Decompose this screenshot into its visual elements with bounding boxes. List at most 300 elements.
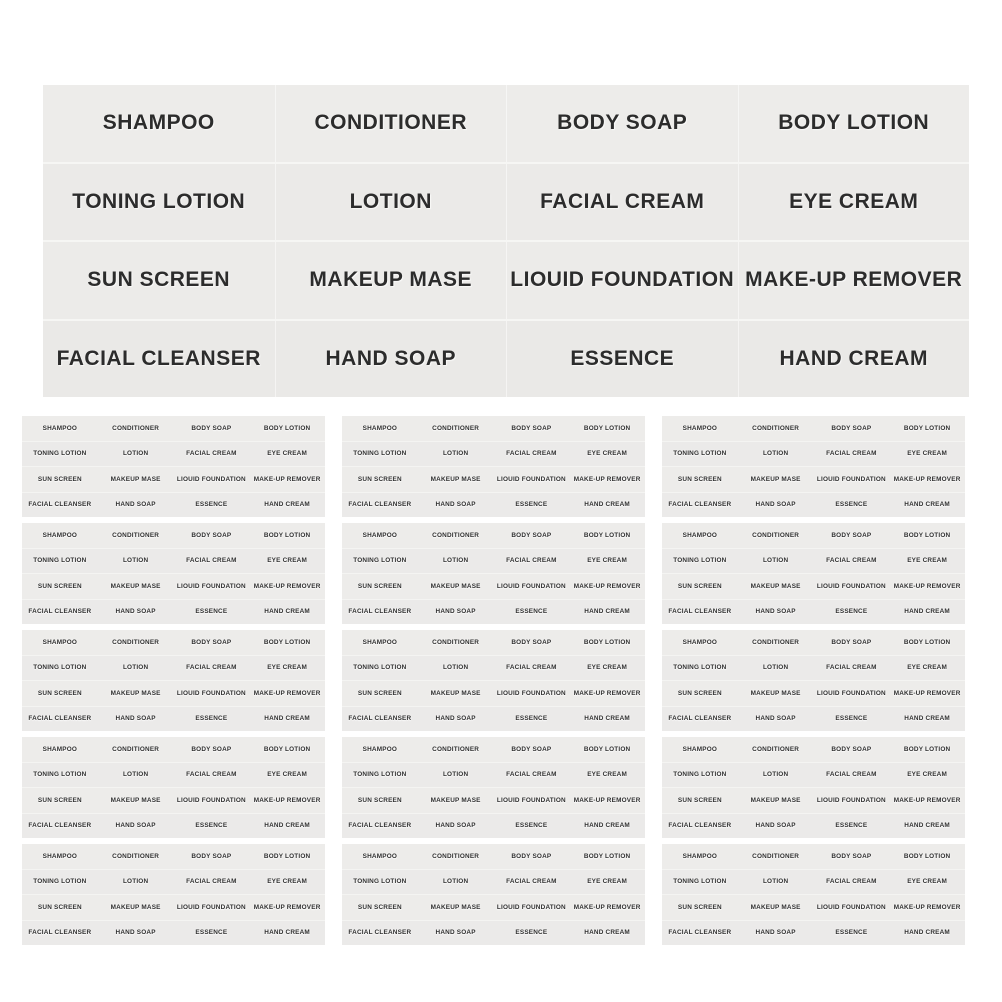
- sticker-label: BODY SOAP: [831, 852, 872, 860]
- sticker-label: BODY LOTION: [903, 424, 951, 432]
- sticker-label: FACIAL CREAM: [826, 557, 877, 565]
- sticker-row: [342, 737, 645, 762]
- sticker-label: SUN SCREEN: [37, 582, 82, 590]
- sticker-label: FACIAL CLEANSER: [28, 501, 92, 509]
- sticker-label: SHAMPOO: [42, 745, 78, 753]
- sticker-row: [43, 321, 969, 398]
- sticker-label: ESSENCE: [506, 321, 738, 398]
- sticker-label: BODY LOTION: [738, 85, 970, 162]
- sticker-label: SHAMPOO: [42, 638, 78, 646]
- sticker-row: [342, 523, 645, 548]
- sticker-row: [662, 416, 965, 441]
- sticker-row: [342, 921, 645, 946]
- sticker-label: CONDITIONER: [432, 852, 480, 860]
- sticker-label: TONING LOTION: [673, 878, 727, 886]
- sticker-label: BODY LOTION: [583, 531, 631, 539]
- sticker-row: [22, 681, 325, 706]
- sticker-label: CONDITIONER: [432, 638, 480, 646]
- sticker-row: [43, 85, 969, 162]
- sticker-label: BODY LOTION: [263, 424, 311, 432]
- sticker-label: FACIAL CREAM: [186, 771, 237, 779]
- sticker-label: HAND CREAM: [584, 929, 630, 937]
- sticker-label: SUN SCREEN: [357, 475, 402, 483]
- sticker-label: EYE CREAM: [907, 771, 948, 779]
- sticker-label: HAND CREAM: [584, 608, 630, 616]
- sticker-label: FACIAL CREAM: [826, 878, 877, 886]
- sticker-label: MAKEUP MASE: [750, 475, 801, 483]
- sticker-row: [342, 870, 645, 895]
- sticker-label: LIOUID FOUNDATION: [506, 242, 738, 319]
- sticker-label: ESSENCE: [195, 608, 228, 616]
- sticker-label: LOTION: [442, 450, 469, 458]
- sticker-row: [662, 600, 965, 625]
- sticker-label: HAND SOAP: [435, 715, 476, 723]
- sticker-label: TONING LOTION: [673, 450, 727, 458]
- sticker-label: EYE CREAM: [587, 450, 628, 458]
- sticker-row: [662, 737, 965, 762]
- sticker-row: [43, 164, 969, 241]
- sticker-label: MAKE-UP REMOVER: [893, 689, 961, 697]
- sticker-row: [662, 442, 965, 467]
- sticker-label: LOTION: [762, 557, 789, 565]
- sticker-row: [22, 416, 325, 441]
- sticker-label: TONING LOTION: [673, 557, 727, 565]
- sticker-row: [22, 600, 325, 625]
- sticker-label: EYE CREAM: [267, 878, 308, 886]
- sticker-label: HAND CREAM: [904, 715, 950, 723]
- sticker-label: FACIAL CREAM: [506, 557, 557, 565]
- sticker-label: ESSENCE: [515, 715, 548, 723]
- sticker-label: MAKEUP MASE: [750, 582, 801, 590]
- sticker-label: FACIAL CLEANSER: [56, 346, 261, 370]
- sticker-label: LOTION: [275, 164, 507, 241]
- sticker-label: ESSENCE: [515, 608, 548, 616]
- sticker-row: [22, 707, 325, 732]
- sticker-label: TONING LOTION: [673, 664, 727, 672]
- sticker-label: MAKE-UP REMOVER: [893, 582, 961, 590]
- label-sheet-mini: [22, 737, 325, 838]
- sticker-label: HAND SOAP: [435, 822, 476, 830]
- sticker-label: CONDITIONER: [112, 638, 160, 646]
- sticker-row: [22, 656, 325, 681]
- sticker-label: ESSENCE: [195, 929, 228, 937]
- sticker-label: TONING LOTION: [353, 771, 407, 779]
- sticker-row: [342, 416, 645, 441]
- sticker-label: BODY LOTION: [903, 745, 951, 753]
- label-sheet-mini: [342, 630, 645, 731]
- sticker-label: HAND CREAM: [264, 715, 310, 723]
- sticker-label: LOTION: [762, 450, 789, 458]
- sticker-label: MAKE-UP REMOVER: [893, 796, 961, 804]
- sticker-row: [22, 467, 325, 492]
- sticker-label: SHAMPOO: [682, 424, 718, 432]
- sticker-label: LIOUID FOUNDATION: [176, 903, 246, 911]
- sticker-label: LIOUID FOUNDATION: [496, 689, 566, 697]
- sticker-label: SUN SCREEN: [677, 689, 722, 697]
- sticker-row: [662, 814, 965, 839]
- sticker-label: ESSENCE: [195, 501, 228, 509]
- sticker-label: SUN SCREEN: [357, 582, 402, 590]
- sticker-label: FACIAL CLEANSER: [28, 608, 92, 616]
- sticker-label: EYE CREAM: [907, 450, 948, 458]
- sticker-label: FACIAL CREAM: [186, 664, 237, 672]
- sticker-label: EYE CREAM: [587, 771, 628, 779]
- sticker-label: CONDITIONER: [752, 424, 800, 432]
- sticker-label: EYE CREAM: [267, 450, 308, 458]
- sticker-label: FACIAL CREAM: [826, 664, 877, 672]
- sticker-label: TONING LOTION: [33, 771, 87, 779]
- sticker-label: LIOUID FOUNDATION: [816, 475, 886, 483]
- sticker-label: SHAMPOO: [362, 638, 398, 646]
- sticker-row: [662, 707, 965, 732]
- sticker-label: MAKEUP MASE: [430, 796, 481, 804]
- sticker-label: LOTION: [122, 878, 149, 886]
- sticker-row: [22, 737, 325, 762]
- sticker-label: HAND SOAP: [435, 501, 476, 509]
- sticker-label: MAKEUP MASE: [750, 903, 801, 911]
- sticker-label: SHAMPOO: [362, 424, 398, 432]
- sticker-row: [22, 549, 325, 574]
- sticker-row: [22, 814, 325, 839]
- sticker-row: [662, 870, 965, 895]
- sticker-row: [342, 630, 645, 655]
- sticker-label: EYE CREAM: [587, 878, 628, 886]
- sticker-label: BODY LOTION: [583, 852, 631, 860]
- sticker-label: BODY LOTION: [583, 638, 631, 646]
- sticker-label: CONDITIONER: [752, 638, 800, 646]
- sticker-label: LIOUID FOUNDATION: [496, 796, 566, 804]
- label-sheet-mini: [22, 416, 325, 517]
- label-sheet-mini: [342, 523, 645, 624]
- sticker-row: [22, 574, 325, 599]
- sticker-label: LIOUID FOUNDATION: [176, 689, 246, 697]
- sticker-label: SUN SCREEN: [37, 903, 82, 911]
- sticker-label: HAND SOAP: [115, 822, 156, 830]
- sticker-label: BODY SOAP: [191, 745, 232, 753]
- sticker-label: BODY SOAP: [511, 852, 552, 860]
- sticker-label: LOTION: [442, 664, 469, 672]
- sticker-row: [342, 442, 645, 467]
- sticker-label: HAND SOAP: [755, 822, 796, 830]
- sticker-label: HAND SOAP: [755, 608, 796, 616]
- sticker-label: LOTION: [122, 664, 149, 672]
- sticker-label: ESSENCE: [195, 822, 228, 830]
- sticker-label: CONDITIONER: [432, 745, 480, 753]
- sticker-label: HAND SOAP: [755, 929, 796, 937]
- label-sheet-mini: [342, 416, 645, 517]
- sticker-row: [342, 681, 645, 706]
- sticker-label: CONDITIONER: [752, 745, 800, 753]
- sticker-label: BODY SOAP: [511, 531, 552, 539]
- sticker-label: HAND CREAM: [264, 822, 310, 830]
- sticker-label: BODY LOTION: [903, 638, 951, 646]
- sticker-label: SUN SCREEN: [37, 689, 82, 697]
- sticker-label: SHAMPOO: [42, 852, 78, 860]
- sticker-label: HAND CREAM: [738, 321, 970, 398]
- sticker-label: BODY LOTION: [263, 638, 311, 646]
- sticker-label: CONDITIONER: [275, 85, 507, 162]
- sticker-label: FACIAL CLEANSER: [668, 501, 732, 509]
- sticker-label: TONING LOTION: [673, 771, 727, 779]
- sticker-label: SHAMPOO: [682, 852, 718, 860]
- sticker-label: BODY LOTION: [583, 424, 631, 432]
- sticker-label: BODY LOTION: [583, 745, 631, 753]
- sticker-row: [662, 844, 965, 869]
- sticker-label: LIOUID FOUNDATION: [176, 475, 246, 483]
- sticker-label: MAKE-UP REMOVER: [253, 689, 321, 697]
- sticker-label: MAKEUP MASE: [750, 796, 801, 804]
- sticker-label: FACIAL CLEANSER: [28, 822, 92, 830]
- sticker-label: MAKE-UP REMOVER: [573, 796, 641, 804]
- sticker-label: SUN SCREEN: [87, 268, 231, 292]
- sticker-label: MAKEUP MASE: [430, 903, 481, 911]
- sticker-label: BODY SOAP: [831, 638, 872, 646]
- sticker-label: HAND CREAM: [584, 501, 630, 509]
- sticker-label: HAND SOAP: [275, 321, 507, 398]
- sticker-label: BODY LOTION: [263, 852, 311, 860]
- sticker-row: [342, 467, 645, 492]
- sticker-label: HAND SOAP: [435, 929, 476, 937]
- sticker-label: MAKE-UP REMOVER: [253, 796, 321, 804]
- sticker-label: LIOUID FOUNDATION: [496, 903, 566, 911]
- sticker-label: HAND CREAM: [904, 822, 950, 830]
- sticker-label: LOTION: [442, 557, 469, 565]
- sticker-label: HAND SOAP: [115, 715, 156, 723]
- sticker-label: ESSENCE: [195, 715, 228, 723]
- sticker-label: ESSENCE: [835, 929, 868, 937]
- sticker-row: [342, 844, 645, 869]
- sticker-row: [43, 242, 969, 319]
- sticker-label: FACIAL CREAM: [506, 450, 557, 458]
- sticker-label: HAND CREAM: [264, 608, 310, 616]
- label-sheet-large: [43, 85, 969, 397]
- sticker-row: [662, 788, 965, 813]
- sticker-row: [342, 656, 645, 681]
- sticker-row: [22, 763, 325, 788]
- sticker-label: FACIAL CLEANSER: [668, 608, 732, 616]
- sticker-label: MAKEUP MASE: [430, 582, 481, 590]
- sticker-label: MAKE-UP REMOVER: [253, 903, 321, 911]
- sticker-label: FACIAL CREAM: [186, 557, 237, 565]
- sticker-label: BODY LOTION: [263, 531, 311, 539]
- sticker-label: EYE CREAM: [267, 771, 308, 779]
- label-sheet-mini: [662, 844, 965, 945]
- sticker-row: [342, 788, 645, 813]
- sticker-label: SHAMPOO: [682, 531, 718, 539]
- sticker-label: BODY LOTION: [903, 852, 951, 860]
- sticker-row: [662, 523, 965, 548]
- sticker-label: HAND SOAP: [755, 715, 796, 723]
- sticker-label: FACIAL CLEANSER: [348, 501, 412, 509]
- sticker-label: EYE CREAM: [587, 664, 628, 672]
- sticker-label: HAND CREAM: [584, 715, 630, 723]
- sticker-label: SHAMPOO: [42, 531, 78, 539]
- sticker-label: HAND CREAM: [264, 929, 310, 937]
- sticker-row: [342, 574, 645, 599]
- sticker-label: BODY SOAP: [191, 531, 232, 539]
- sticker-label: MAKEUP MASE: [430, 689, 481, 697]
- sticker-label: LIOUID FOUNDATION: [816, 903, 886, 911]
- sticker-label: FACIAL CREAM: [826, 771, 877, 779]
- sticker-label: SUN SCREEN: [677, 903, 722, 911]
- sticker-label: BODY LOTION: [903, 531, 951, 539]
- sticker-label: HAND SOAP: [115, 929, 156, 937]
- sticker-label: TONING LOTION: [33, 878, 87, 886]
- sticker-row: [342, 600, 645, 625]
- sticker-row: [22, 630, 325, 655]
- sticker-label: LOTION: [762, 771, 789, 779]
- sticker-label: FACIAL CLEANSER: [28, 715, 92, 723]
- sticker-label: LIOUID FOUNDATION: [176, 582, 246, 590]
- sticker-label: TONING LOTION: [72, 189, 246, 213]
- sticker-label: HAND CREAM: [584, 822, 630, 830]
- sticker-row: [22, 442, 325, 467]
- sticker-label: MAKE-UP REMOVER: [573, 903, 641, 911]
- sticker-label: HAND CREAM: [904, 501, 950, 509]
- sticker-label: SUN SCREEN: [677, 796, 722, 804]
- sticker-label: FACIAL CREAM: [826, 450, 877, 458]
- sticker-label: MAKEUP MASE: [110, 689, 161, 697]
- sticker-row: [342, 493, 645, 518]
- sticker-label: MAKEUP MASE: [430, 475, 481, 483]
- sticker-label: EYE CREAM: [267, 664, 308, 672]
- sticker-label: SUN SCREEN: [37, 796, 82, 804]
- sticker-row: [342, 707, 645, 732]
- sticker-label: MAKEUP MASE: [110, 903, 161, 911]
- sticker-label: CONDITIONER: [112, 424, 160, 432]
- label-sheet-mini: [662, 630, 965, 731]
- sticker-label: ESSENCE: [835, 501, 868, 509]
- sticker-row: [22, 523, 325, 548]
- sticker-label: EYE CREAM: [738, 164, 970, 241]
- sticker-label: FACIAL CREAM: [506, 878, 557, 886]
- sticker-row: [22, 493, 325, 518]
- sticker-label: FACIAL CLEANSER: [348, 715, 412, 723]
- sticker-label: BODY LOTION: [263, 745, 311, 753]
- sticker-label: LOTION: [122, 450, 149, 458]
- sticker-label: LIOUID FOUNDATION: [816, 796, 886, 804]
- sticker-label: BODY SOAP: [831, 531, 872, 539]
- sticker-label: SHAMPOO: [102, 111, 215, 135]
- label-sheet-mini: [22, 844, 325, 945]
- sticker-label: EYE CREAM: [587, 557, 628, 565]
- label-sheet-mini: [662, 416, 965, 517]
- sticker-label: SHAMPOO: [362, 745, 398, 753]
- sticker-label: CONDITIONER: [112, 852, 160, 860]
- sticker-row: [22, 844, 325, 869]
- sticker-row: [662, 493, 965, 518]
- sticker-label: CONDITIONER: [432, 424, 480, 432]
- sticker-label: TONING LOTION: [33, 450, 87, 458]
- sticker-label: EYE CREAM: [907, 557, 948, 565]
- sticker-label: CONDITIONER: [752, 531, 800, 539]
- label-sheet-mini: [342, 737, 645, 838]
- sticker-label: MAKE-UP REMOVER: [738, 242, 970, 319]
- sticker-label: LOTION: [442, 878, 469, 886]
- sticker-row: [22, 870, 325, 895]
- sticker-label: MAKE-UP REMOVER: [253, 475, 321, 483]
- sticker-label: SUN SCREEN: [37, 475, 82, 483]
- sticker-label: MAKE-UP REMOVER: [253, 582, 321, 590]
- sticker-label: HAND SOAP: [115, 501, 156, 509]
- label-sheet-mini: [342, 844, 645, 945]
- sticker-label: ESSENCE: [515, 501, 548, 509]
- sticker-label: ESSENCE: [835, 822, 868, 830]
- sticker-label: FACIAL CLEANSER: [348, 929, 412, 937]
- sticker-label: CONDITIONER: [752, 852, 800, 860]
- sticker-label: BODY SOAP: [191, 852, 232, 860]
- sticker-label: SUN SCREEN: [677, 582, 722, 590]
- sticker-label: HAND CREAM: [904, 929, 950, 937]
- label-sheet-mini: [22, 630, 325, 731]
- sticker-label: LOTION: [762, 664, 789, 672]
- sticker-label: FACIAL CLEANSER: [348, 822, 412, 830]
- label-sheet-mini: [22, 523, 325, 624]
- sticker-label: LIOUID FOUNDATION: [496, 582, 566, 590]
- sticker-row: [662, 921, 965, 946]
- sticker-label: MAKE-UP REMOVER: [893, 475, 961, 483]
- sticker-label: BODY SOAP: [511, 424, 552, 432]
- sticker-label: MAKE-UP REMOVER: [893, 903, 961, 911]
- sticker-label: LIOUID FOUNDATION: [496, 475, 566, 483]
- sticker-label: FACIAL CLEANSER: [348, 608, 412, 616]
- label-sheet-mini: [662, 737, 965, 838]
- sticker-label: FACIAL CREAM: [506, 771, 557, 779]
- sticker-row: [662, 549, 965, 574]
- sticker-label: HAND CREAM: [904, 608, 950, 616]
- sticker-label: EYE CREAM: [267, 557, 308, 565]
- sticker-label: TONING LOTION: [353, 664, 407, 672]
- sticker-label: BODY SOAP: [191, 638, 232, 646]
- sticker-row: [662, 630, 965, 655]
- sticker-label: MAKEUP MASE: [110, 796, 161, 804]
- sticker-row: [22, 921, 325, 946]
- mini-sheets-grid: [22, 416, 965, 945]
- sticker-row: [662, 656, 965, 681]
- sticker-label: LIOUID FOUNDATION: [816, 689, 886, 697]
- sticker-label: CONDITIONER: [432, 531, 480, 539]
- sticker-label: ESSENCE: [835, 715, 868, 723]
- sticker-label: ESSENCE: [515, 822, 548, 830]
- sticker-label: MAKE-UP REMOVER: [573, 689, 641, 697]
- sticker-row: [342, 549, 645, 574]
- sticker-label: CONDITIONER: [112, 531, 160, 539]
- sticker-label: FACIAL CLEANSER: [28, 929, 92, 937]
- sticker-label: SHAMPOO: [362, 531, 398, 539]
- sticker-row: [22, 788, 325, 813]
- sticker-label: SHAMPOO: [682, 638, 718, 646]
- sticker-label: MAKEUP MASE: [110, 475, 161, 483]
- sticker-row: [342, 763, 645, 788]
- sticker-label: LOTION: [442, 771, 469, 779]
- sticker-label: LOTION: [122, 771, 149, 779]
- sticker-label: FACIAL CLEANSER: [668, 822, 732, 830]
- sticker-label: SHAMPOO: [682, 745, 718, 753]
- sticker-row: [662, 763, 965, 788]
- sticker-row: [342, 895, 645, 920]
- sticker-row: [662, 681, 965, 706]
- sticker-label: CONDITIONER: [112, 745, 160, 753]
- sticker-label: MAKE-UP REMOVER: [573, 582, 641, 590]
- sticker-label: LOTION: [762, 878, 789, 886]
- sticker-label: MAKEUP MASE: [275, 242, 507, 319]
- sticker-label: FACIAL CREAM: [506, 164, 738, 241]
- sticker-row: [342, 814, 645, 839]
- sticker-label: SUN SCREEN: [357, 903, 402, 911]
- sticker-row: [22, 895, 325, 920]
- sticker-label: SHAMPOO: [362, 852, 398, 860]
- sticker-label: BODY SOAP: [191, 424, 232, 432]
